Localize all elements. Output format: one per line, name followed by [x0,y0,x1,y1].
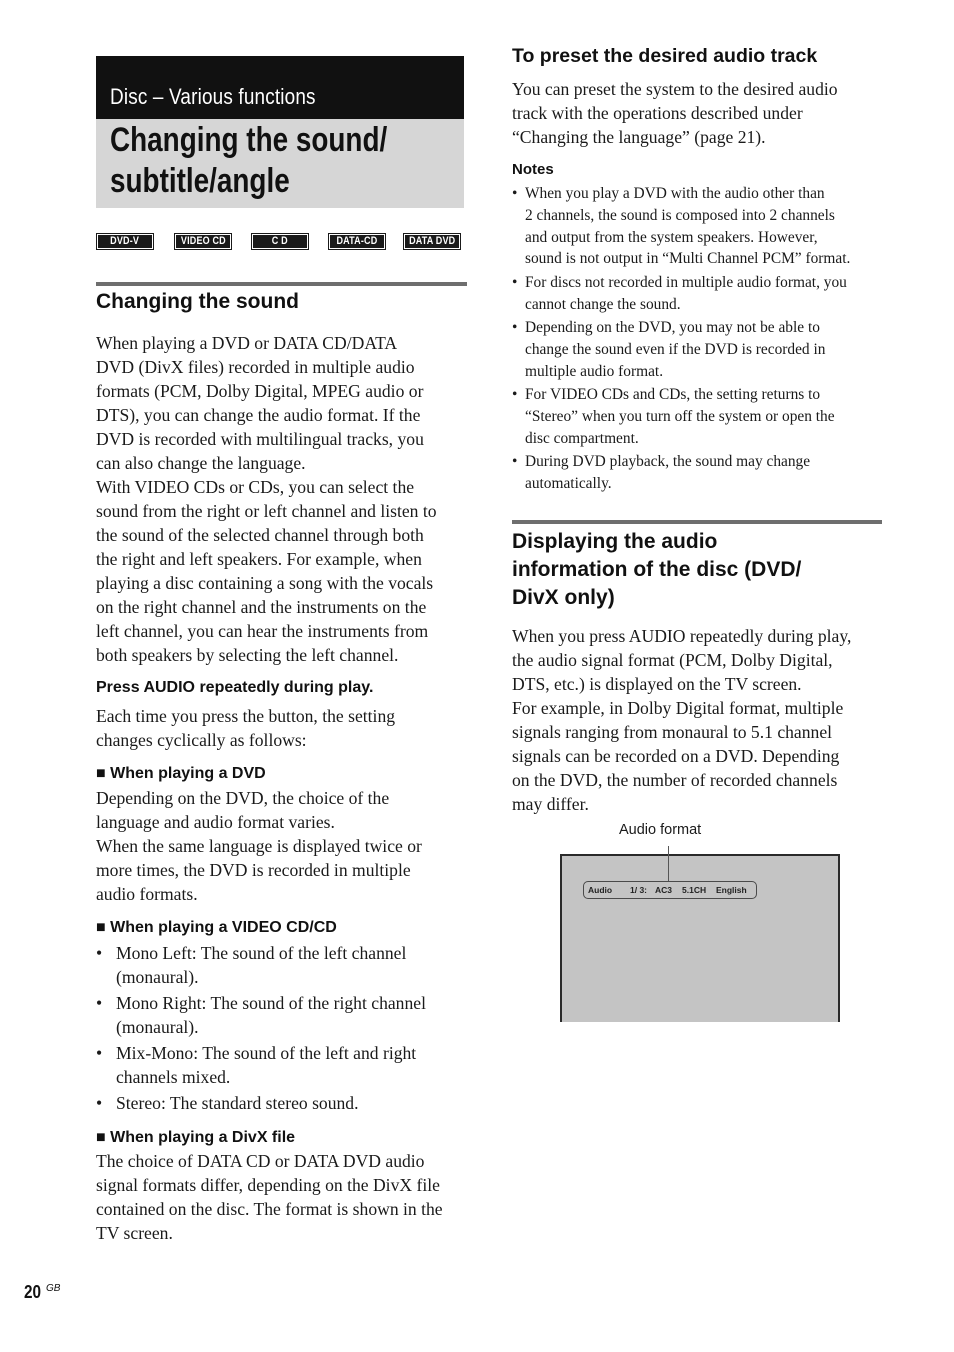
list-item [96,1091,476,1115]
text-line: may differ. [512,794,589,814]
notes-list [512,183,912,495]
text-line: automatically. [525,474,612,492]
intro-paragraph [96,331,476,667]
list-item [96,991,476,1039]
square-bullet-icon: ■ [96,919,106,936]
heading-changing-sound: Changing the sound [96,290,299,313]
text-line: When you press AUDIO repeatedly during play, [512,626,852,646]
text-line: changes cyclically as follows: [96,730,307,750]
notes-heading: Notes [512,161,554,178]
square-bullet-icon: ■ [96,765,106,782]
text-line: DVD is recorded with multilingual tracks, you [96,429,424,449]
page-number: 20 [24,1282,42,1302]
bullet-icon: • [512,185,518,202]
text-line: and output from the system speakers. However, [525,228,818,246]
text-line: Each time you press the button, the setting [96,706,396,726]
text-line: change the sound even if the DVD is recorded in [525,340,826,358]
text-line: “Stereo” when you turn off the system or open the [525,407,835,425]
text-line: TV screen. [96,1223,173,1243]
text-line: Mono Left: The sound of the left channel [116,943,407,963]
text-line: the sound of the selected channel through both [96,525,424,545]
dvd-paragraph [96,786,476,906]
text-line: The choice of DATA CD or DATA DVD audio [96,1151,425,1171]
step-paragraph [96,704,476,752]
text-line: (monaural). [116,967,199,987]
text-line: sound is not output in “Multi Channel PCM” format. [525,250,851,268]
audio-osd-bar [583,881,757,899]
text-line: DTS), you can change the audio format. If the [96,405,421,425]
page-title-line: subtitle/angle [110,162,290,200]
list-item [512,451,912,495]
heading-displaying-audio [512,528,801,612]
text-line: (monaural). [116,1017,199,1037]
text-line: For discs not recorded in multiple audio format, you [525,273,847,291]
bullet-icon: • [96,1093,103,1113]
subheading-text: When playing a DVD [110,765,266,782]
osd-codec: AC3 [655,885,673,895]
text-line: multiple audio format. [525,362,664,380]
text-line: signal formats differ, depending on the DivX file [96,1175,440,1195]
text-line: Depending on the DVD, you may not be able to [525,318,820,336]
callout-line [668,846,669,882]
badge-video-cd: VIDEO CD [174,233,232,250]
display-paragraph [512,624,912,816]
text-line: playing a disc containing a song with the vocals [96,573,434,593]
text-line: channels mixed. [116,1067,231,1087]
text-line: 2 channels, the sound is composed into 2 channels [525,206,835,224]
figure-label: Audio format [619,822,702,838]
subheading-dvd [96,765,266,783]
text-line: the right and left speakers. For example, when [96,549,422,569]
bullet-icon: • [512,385,518,403]
text-line: When playing a DVD or DATA CD/DATA [96,333,398,353]
preset-paragraph [512,77,902,149]
text-line: With VIDEO CDs or CDs, you can select the [96,477,415,497]
text-line: the audio signal format (PCM, Dolby Digital, [512,650,833,670]
subheading-divx [96,1129,295,1147]
bullet-icon: • [96,943,103,963]
tv-screen [560,854,840,1022]
badge-data-dvd: DATA DVD [403,233,461,250]
list-item [512,272,912,316]
text-line: You can preset the system to the desired audio [512,79,838,99]
text-line: Stereo: The standard stereo sound. [116,1093,359,1113]
text-line: Depending on the DVD, the choice of the [96,788,390,808]
text-line: For example, in Dolby Digital format, multiple [512,698,844,718]
subheading-text: When playing a DivX file [110,1129,296,1146]
step-heading: Press AUDIO repeatedly during play. [96,679,374,696]
bullet-icon: • [512,452,518,470]
text-line: both speakers by selecting the left channel. [96,645,399,665]
section-rule [96,282,467,286]
heading-line: DivX only) [512,586,615,609]
text-line: sound from the right or left channel and listen to [96,501,437,521]
text-line: contained on the disc. The format is shown in the [96,1199,443,1219]
subheading-vcd [96,919,337,937]
list-item [512,317,912,382]
text-line: on the DVD, the number of recorded channels [512,770,838,790]
badge-dvd-v: DVD-V [96,233,154,250]
section-rule [512,520,882,524]
text-line: on the right channel and the instruments on the [96,597,427,617]
subheading-text: When playing a VIDEO CD/CD [110,919,337,936]
page-title [110,120,454,202]
badge-data-cd: DATA-CD [328,233,386,250]
text-line: When you play a DVD with the audio other than [525,185,825,202]
text-line: left channel, you can hear the instruments from [96,621,429,641]
text-line: disc compartment. [525,429,639,447]
osd-track: 1/ 3: [630,885,648,895]
text-line: signals can be recorded on a DVD. Depending [512,746,840,766]
vcd-list [96,941,476,1115]
text-line: signals ranging from monaural to 5.1 channel [512,722,833,742]
osd-language: English [716,885,747,895]
text-line: audio formats. [96,884,198,904]
heading-preset: To preset the desired audio track [512,45,818,67]
text-line: DTS, etc.) is displayed on the TV screen. [512,674,802,694]
heading-line: information of the disc (DVD/ [512,558,802,581]
osd-label: Audio [588,885,613,895]
section-label: Disc – Various functions [110,84,316,109]
divx-paragraph [96,1149,476,1245]
text-line: can also change the language. [96,453,306,473]
page-region: GB [46,1283,61,1294]
text-line: For VIDEO CDs and CDs, the setting returns to [525,385,821,403]
osd-channels: 5.1CH [682,885,707,895]
list-item [512,384,912,449]
page-title-line: Changing the sound/ [110,121,388,159]
bullet-icon: • [512,273,518,291]
text-line: DVD (DivX files) recorded in multiple audio [96,357,415,377]
text-line: language and audio format varies. [96,812,335,832]
list-item [96,941,476,989]
text-line: Mono Right: The sound of the right channel [116,993,426,1013]
text-line: Mix-Mono: The sound of the left and right [116,1043,417,1063]
text-line: formats (PCM, Dolby Digital, MPEG audio or [96,381,424,401]
bullet-icon: • [96,1043,103,1063]
text-line: “Changing the language” (page 21). [512,127,766,147]
heading-line: Displaying the audio [512,530,718,553]
badge-cd: C D [251,233,309,250]
list-item [512,183,912,270]
text-line: track with the operations described under [512,103,803,123]
text-line: cannot change the sound. [525,295,681,313]
square-bullet-icon: ■ [96,1129,106,1146]
bullet-icon: • [512,318,518,336]
bullet-icon: • [96,993,103,1013]
text-line: more times, the DVD is recorded in multiple [96,860,411,880]
text-line: During DVD playback, the sound may change [525,452,811,470]
list-item [96,1041,476,1089]
text-line: When the same language is displayed twice or [96,836,422,856]
